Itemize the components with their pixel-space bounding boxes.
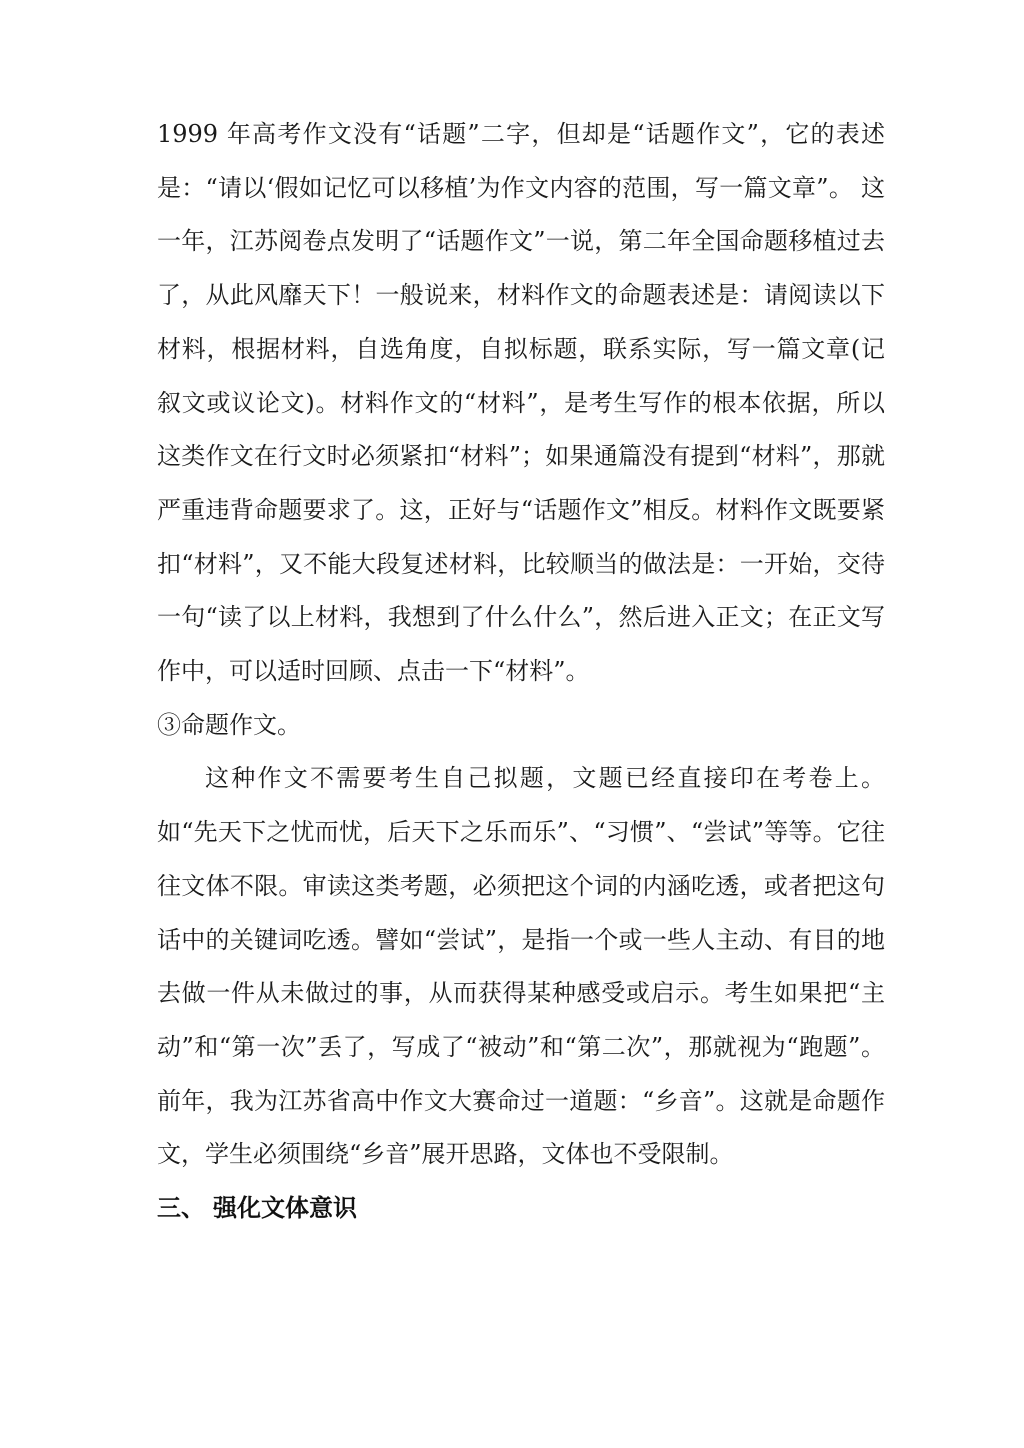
section-heading-title: 强化文体意识 xyxy=(213,1194,357,1223)
paragraph-proposition-essay: 这种作文不需要考生自己拟题，文题已经直接印在考卷上。如“先天下之忧而忧，后天下之乐而乐”、“习惯”、“尝试”等等。它往往文体不限。审读这类考题，必须把这个词的内涵吃透，或者把这句话中的关键词吃透。譬如“尝试”，是指一个或一些人主动、有目的地去做一件从未做过的事，从而获得某种感受或启示。考生如果把“主动”和“第一次”丢了，写成了“被动”和“第二次”，那就视为“跑题”。前年，我为江苏省高中作文大赛命过一道题：“乡音”。这就是命题作文，学生必须围绕“乡音”展开思路，文体也不受限制。 xyxy=(157,764,885,1169)
section-heading-number: 三、 xyxy=(157,1194,205,1223)
document-body xyxy=(157,108,885,1236)
paragraph-material-essay: 1999 年高考作文没有“话题”二字，但却是“话题作文”，它的表述是：“请以‘假如记忆可以移植’为作文内容的范围，写一篇文章”。 这一年，江苏阅卷点发明了“话题作文”一说，第二年全国命题移植过去了，从此风靡天下！一般说来，材料作文的命题表述是：请阅读以下材料，根据材料，自选角度，自拟标题，联系实际，写一篇文章(记叙文或议论文)。材料作文的“材料”，是考生写作的根本依据，所以这类作文在行文时必须紧扣“材料”；如果通篇没有提到“材料”，那就严重违背命题要求了。这，正好与“话题作文”相反。材料作文既要紧扣“材料”，又不能大段复述材料，比较顺当的做法是：一开始，交待一句“读了以上材料，我想到了什么什么”，然后进入正文；在正文写作中，可以适时回顾、点击一下“材料”。 xyxy=(157,120,885,686)
subheading-proposition-essay: ③命题作文。 xyxy=(157,710,301,739)
section-heading xyxy=(157,1182,885,1236)
